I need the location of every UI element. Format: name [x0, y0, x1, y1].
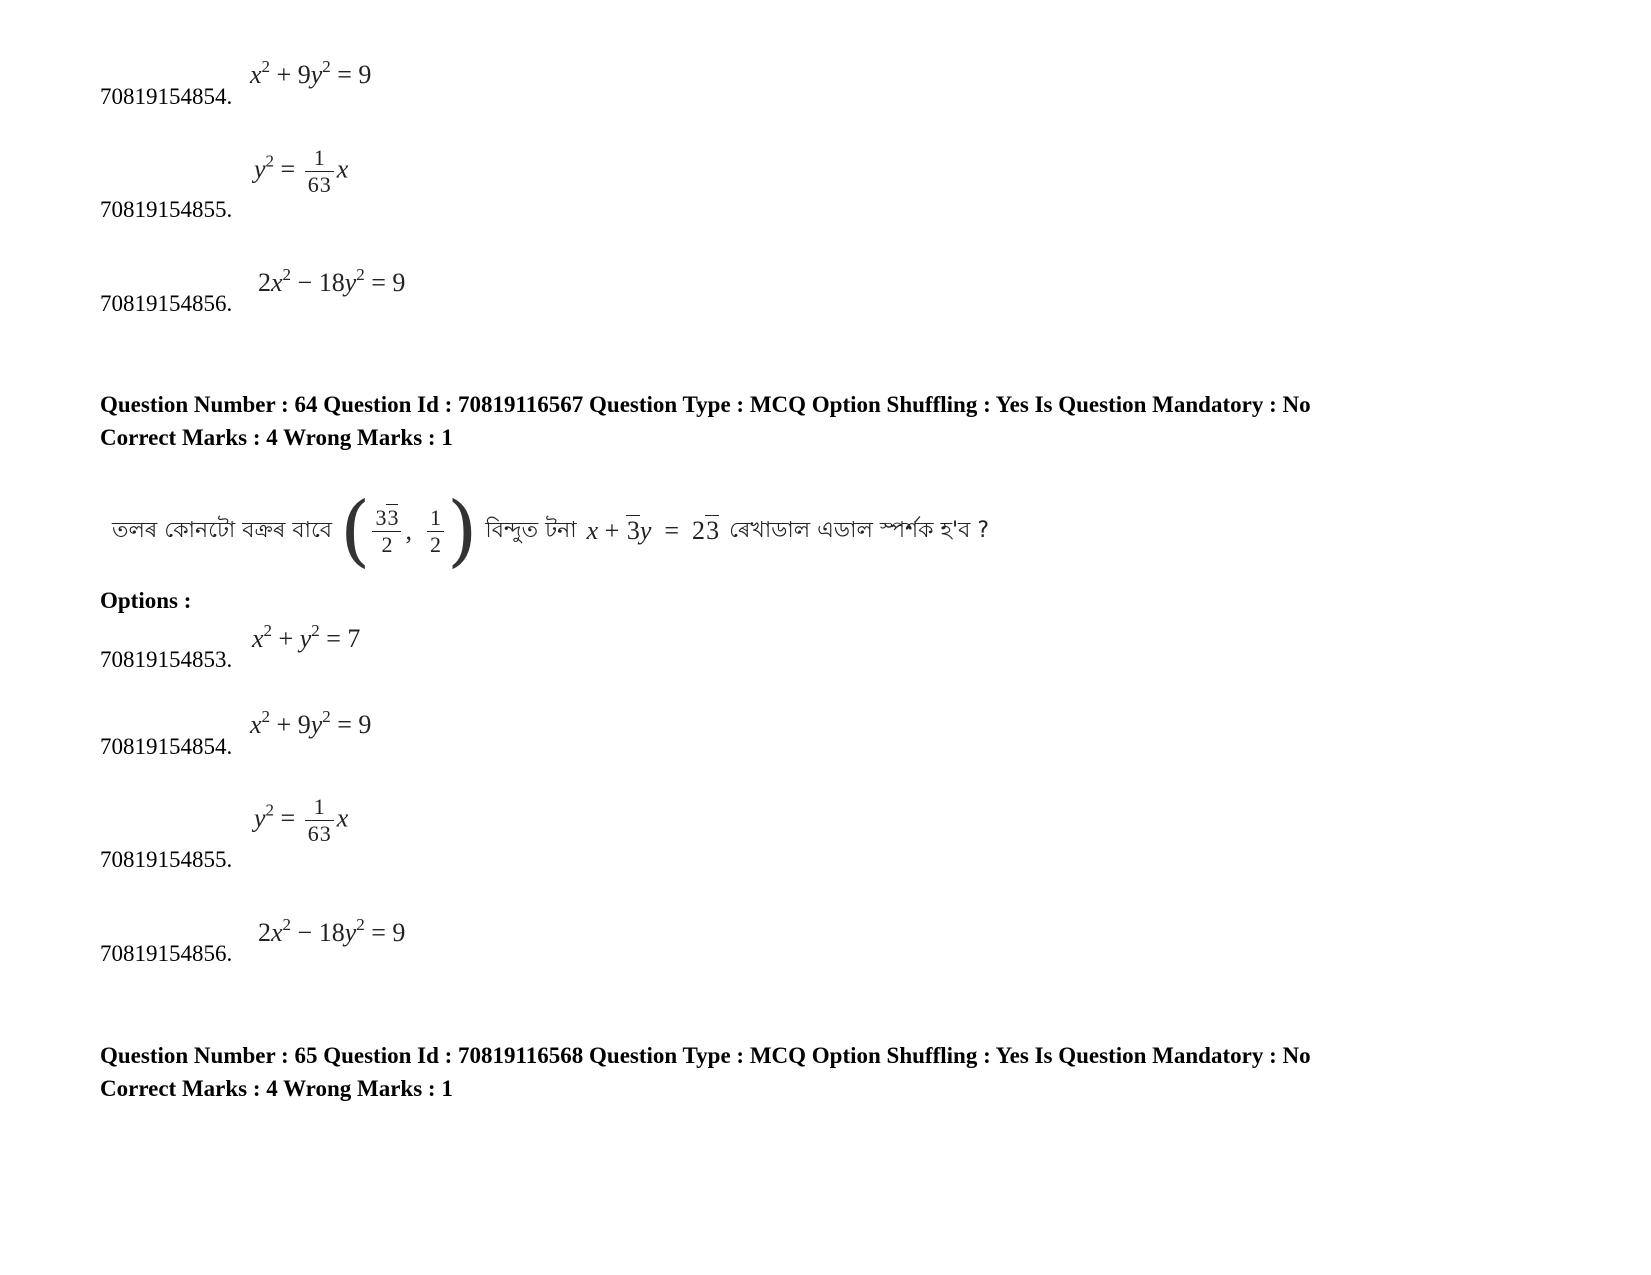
question-header: Question Number : 64 Question Id : 70819116567 Question Type : MCQ Option Shuffling : Yes Is Question Mandatory : No [100, 392, 1311, 417]
question-header: Question Number : 65 Question Id : 70819116568 Question Type : MCQ Option Shuffling : Yes Is Question Mandatory : No [100, 1043, 1311, 1068]
option-formula: $x^2 + 9y^2 = 9$ [250, 57, 372, 89]
option-formula: $2x^2 - 18y^2 = 9$ [258, 265, 406, 297]
option-formula: $y^2$ = $\frac{1}{63}$ x [254, 794, 349, 846]
question-text-part: বিন্দুত টনা [485, 517, 577, 543]
option-formula: $x^2 + y^2 = 7$ [252, 621, 361, 653]
option-id: 70819154854. [100, 84, 233, 109]
question-marks: Correct Marks : 4 Wrong Marks : 1 [100, 425, 453, 450]
question-marks: Correct Marks : 4 Wrong Marks : 1 [100, 1076, 453, 1101]
question-text-part: তলৰ কোনটো বক্ৰৰ বাবে [112, 517, 333, 543]
options-label: Options : [100, 588, 192, 613]
option-id: 70819154856. [100, 291, 233, 316]
option-formula: $y^2$ = $\frac{1}{63}$ x [254, 145, 349, 197]
option-id: 70819154855. [100, 197, 233, 222]
option-formula: $2x^2 - 18y^2 = 9$ [258, 915, 406, 947]
option-id: 70819154856. [100, 941, 233, 966]
option-formula: $x^2 + 9y^2 = 9$ [250, 707, 372, 739]
option-id: 70819154853. [100, 647, 233, 672]
question-text-part: ৰেখাডাল এডাল স্পৰ্শক হ'ব ? [729, 517, 990, 543]
option-id: 70819154854. [100, 734, 233, 759]
question-text: তলৰ কোনটো বক্ৰৰ বাবে ( $\frac{33}{2}$ , $\frac{1}{2}$ ) বিন্দুত টনা x + 3y = 23 ৰেখাডাল এডাল স্পৰ্শক হ'ব ? [112, 486, 990, 576]
option-id: 70819154855. [100, 847, 233, 872]
